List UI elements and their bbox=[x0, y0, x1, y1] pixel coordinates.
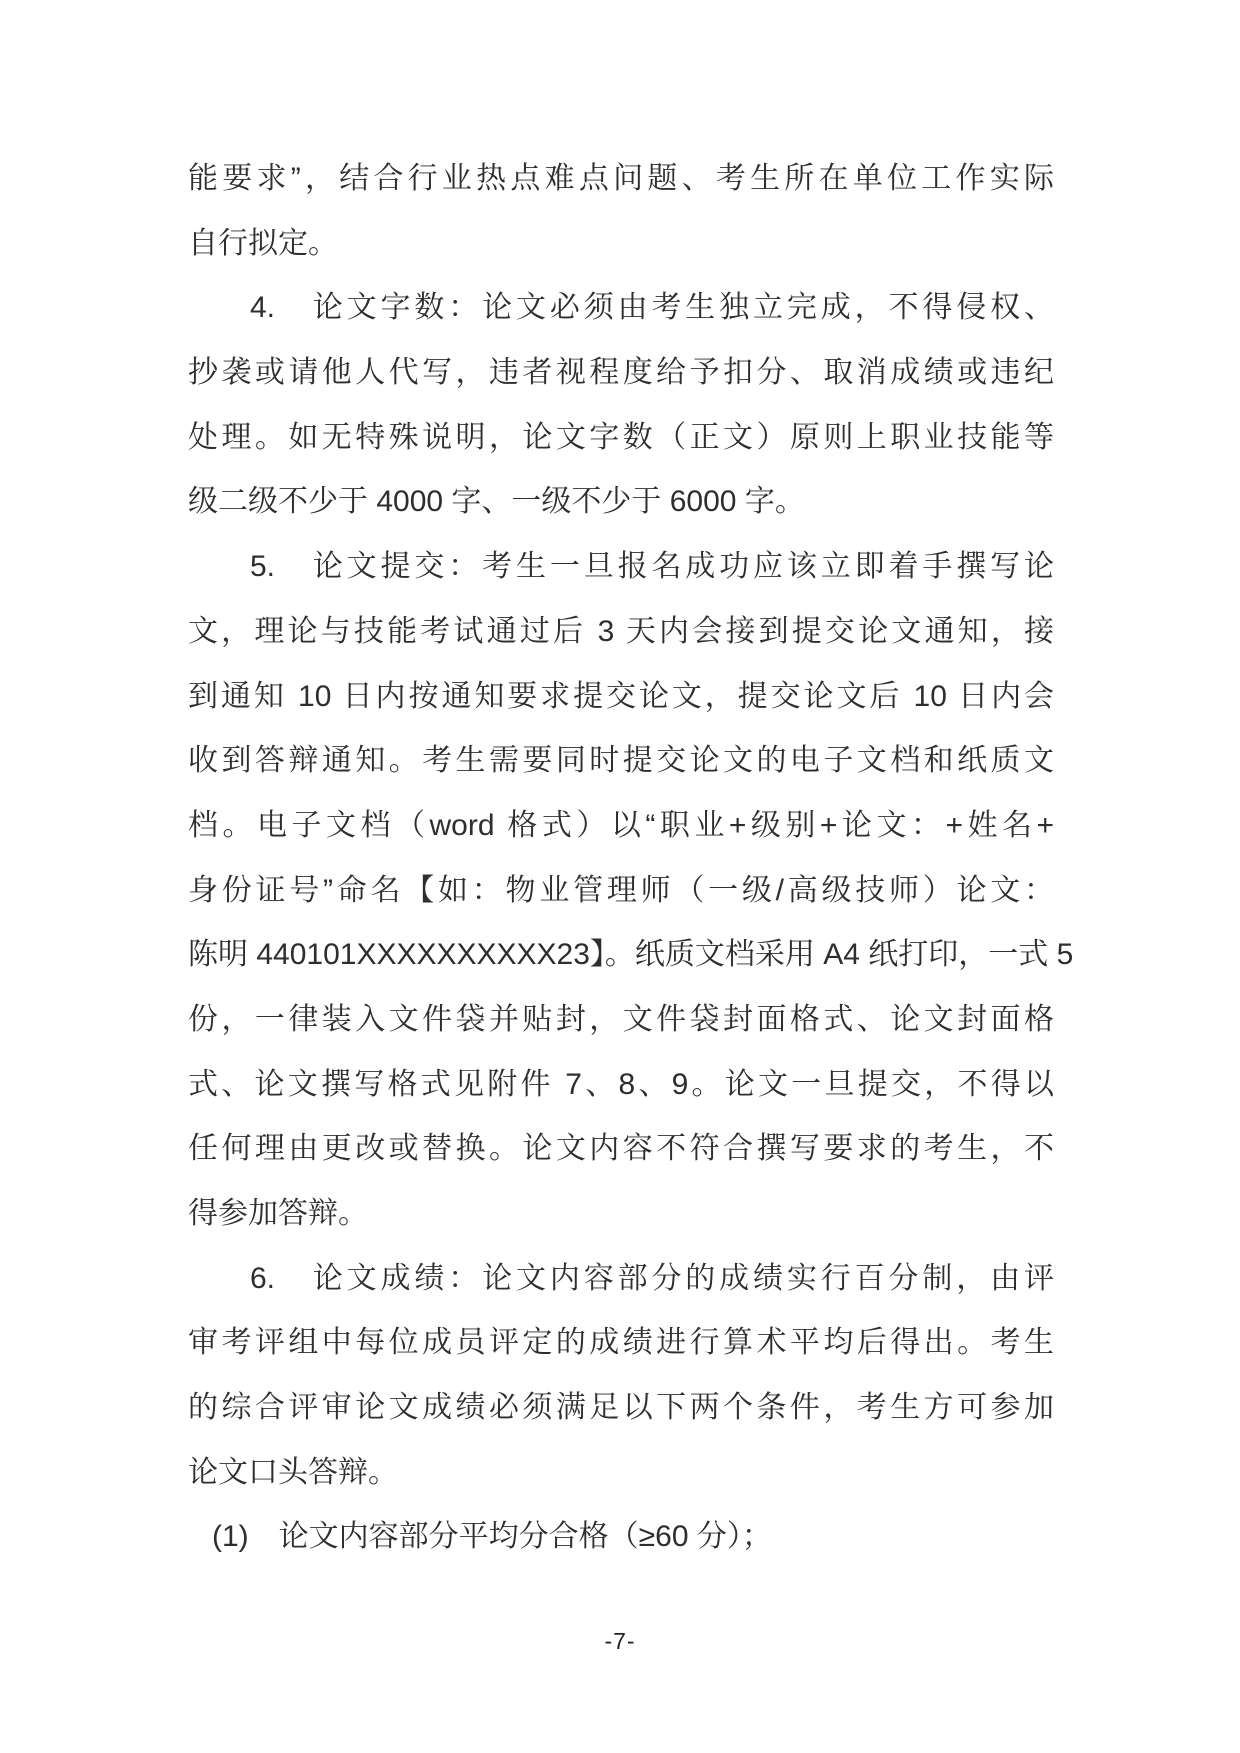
text-line: 收到答辩通知。考生需要同时提交论文的电子文档和纸质文 bbox=[188, 744, 1054, 778]
document-body bbox=[188, 147, 1074, 1570]
text-line: 审考评组中每位成员评定的成绩进行算术平均后得出。考生 bbox=[188, 1326, 1054, 1360]
text-line: 身份证号”命名【如：物业管理师（一级/高级技师）论文： bbox=[188, 873, 1054, 907]
text-line: 抄袭或请他人代写，违者视程度给予扣分、取消成绩或违纪 bbox=[188, 356, 1054, 390]
text-line: (1) 论文内容部分平均分合格（≥60 分）； bbox=[212, 1520, 772, 1554]
text-line: 文，理论与技能考试通过后 3 天内会接到提交论文通知，接 bbox=[188, 614, 1054, 648]
text-line: 份，一律装入文件袋并贴封，文件袋封面格式、论文封面格 bbox=[188, 1002, 1054, 1036]
text-line: 能要求”，结合行业热点难点问题、考生所在单位工作实际 bbox=[188, 162, 1054, 195]
text-line: 任何理由更改或替换。论文内容不符合撰写要求的考生，不 bbox=[188, 1132, 1054, 1166]
text-line: 5. 论文提交：考生一旦报名成功应该立即着手撰写论 bbox=[250, 550, 1054, 584]
text-line: 得参加答辩。 bbox=[188, 1197, 368, 1230]
text-line: 处理。如无特殊说明，论文字数（正文）原则上职业技能等 bbox=[188, 420, 1054, 454]
text-line: 档。电子文档（word 格式）以“职业+级别+论文：+姓名+ bbox=[188, 808, 1054, 842]
text-line: 4. 论文字数：论文必须由考生独立完成，不得侵权、 bbox=[250, 291, 1054, 325]
text-line: 自行拟定。 bbox=[188, 226, 338, 260]
text-line: 式、论文撰写格式见附件 7、8、9。论文一旦提交，不得以 bbox=[188, 1067, 1054, 1101]
text-line: 陈明 440101XXXXXXXXXX23】。纸质文档采用 A4 纸打印，一式 5 bbox=[188, 938, 1074, 972]
text-line: 6. 论文成绩：论文内容部分的成绩实行百分制，由评 bbox=[250, 1261, 1054, 1295]
text-line: 的综合评审论文成绩必须满足以下两个条件，考生方可参加 bbox=[188, 1391, 1054, 1425]
text-line: 论文口头答辩。 bbox=[188, 1455, 398, 1489]
text-line: 到通知 10 日内按通知要求提交论文，提交论文后 10 日内会 bbox=[188, 679, 1054, 713]
page-number: -7- bbox=[604, 1628, 636, 1654]
text-line: 级二级不少于 4000 字、一级不少于 6000 字。 bbox=[188, 485, 805, 519]
